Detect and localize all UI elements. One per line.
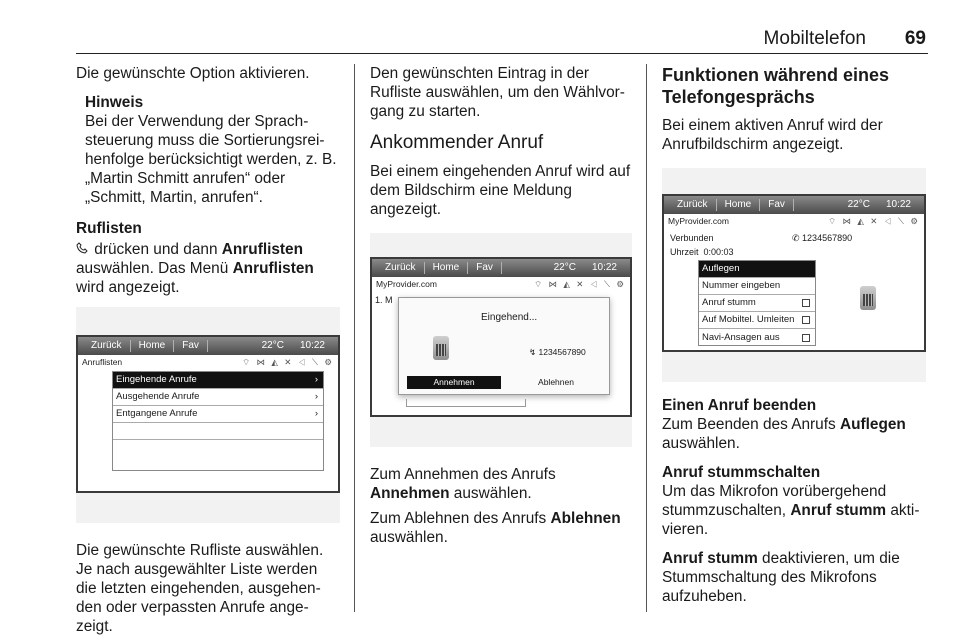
list-item[interactable]: Eingehende Anrufe › (113, 372, 323, 389)
paragraph: Die gewünschte Rufliste auswählen. Je nach ausgewählter Liste werden die letzten eingehenden, ausgehenden oder verpassten Anrufe angezeigt. (76, 542, 324, 635)
incoming-dialog (398, 297, 610, 395)
top-bar (664, 196, 924, 214)
list-item[interactable]: Ausgehende Anrufe › (113, 389, 323, 406)
phone-symbol-icon (76, 240, 90, 259)
paragraph: Bei einem aktiven Anruf wird der Anrufbildschirm angezeigt. (662, 117, 883, 153)
screen-title: Anruflisten (82, 356, 123, 367)
page-header (76, 28, 928, 54)
screen (76, 335, 340, 493)
top-bar (78, 337, 338, 355)
phone-icon (433, 336, 449, 360)
paragraph: Den gewünschten Eintrag in der Rufliste auswählen, um den Wählvorgang zu starten. (370, 65, 625, 120)
chapter-title: Mobiltelefon (763, 28, 866, 49)
status-icons: ⌔ ⋈ ◭ ✕ ◁ ⟍ ⚙ (534, 278, 626, 289)
home-button[interactable]: Home (131, 340, 175, 352)
list-frame (406, 399, 526, 407)
call-status: Verbunden (670, 233, 714, 243)
dialog-title: Eingehend... (481, 312, 538, 323)
accept-button[interactable]: Annehmen (407, 376, 501, 389)
incoming-call-icon: ↯ (529, 347, 539, 357)
fav-button[interactable]: Fav (174, 340, 208, 352)
paragraph: Um das Mikrofon vorübergehend stummzuschalten, Anruf stumm aktivieren. (662, 483, 920, 538)
section-heading-incoming: Ankommender Anruf (370, 132, 544, 153)
back-button[interactable]: Zurück (377, 262, 425, 274)
status-icons: ⌔ ⋈ ◭ ✕ ◁ ⟍ ⚙ (242, 356, 334, 367)
clock: 10:22 (885, 199, 911, 210)
paragraph: drücken und dann Anruflisten auswählen. Das Menü Anruflisten wird angezeigt. (76, 241, 314, 296)
section-heading-end-call: Einen Anruf beenden (662, 397, 817, 414)
menu-item-mute[interactable]: Anruf stumm (699, 295, 815, 312)
paragraph: Die gewünschte Option aktivieren. (76, 65, 310, 82)
checkbox[interactable] (802, 334, 810, 342)
call-time: Uhrzeit 0:00:03 (670, 247, 734, 257)
provider-name: MyProvider.com (668, 215, 729, 226)
clock: 10:22 (299, 340, 325, 351)
paragraph: Anruf stumm deaktivieren, um die Stummschaltung des Mikrofons aufzuheben. (662, 550, 900, 605)
back-button[interactable]: Zurück (669, 199, 717, 211)
temperature: 22°C (847, 199, 870, 210)
column-2 (370, 64, 632, 557)
section-heading-ruflisten: Ruflisten (76, 220, 142, 237)
temperature: 22°C (553, 262, 576, 273)
temperature: 22°C (261, 340, 284, 351)
menu-item-navi-off[interactable]: Navi-Ansagen aus (699, 329, 815, 346)
page-number: 69 (904, 28, 926, 49)
paragraph: Bei einem eingehenden Anruf wird auf dem Bildschirm eine Meldung angezeigt. (370, 163, 631, 218)
note-heading: Hinweis (85, 94, 144, 111)
top-bar (372, 259, 630, 277)
status-row (664, 214, 924, 227)
checkbox[interactable] (802, 316, 810, 324)
home-button[interactable]: Home (425, 262, 469, 274)
checkbox[interactable] (802, 299, 810, 307)
phone-icon (860, 286, 876, 310)
caller-number: ↯ 1234567890 (529, 347, 586, 357)
column-divider (354, 64, 355, 612)
status-row (78, 355, 338, 368)
fav-button[interactable]: Fav (468, 262, 502, 274)
paragraph: Zum Beenden des Anrufs Auflegen auswählen. (662, 416, 906, 452)
status-icons: ⌔ ⋈ ◭ ✕ ◁ ⟍ ⚙ (828, 215, 920, 226)
figure-active-call (662, 168, 926, 382)
list-item[interactable]: Entgangene Anrufe › (113, 406, 323, 423)
back-button[interactable]: Zurück (83, 340, 131, 352)
list-item (113, 440, 323, 457)
column-3 (662, 64, 928, 616)
menu-item-hang-up[interactable]: Auflegen (699, 261, 815, 278)
screen (370, 257, 632, 417)
paragraph: Zum Ablehnen des Anrufs Ablehnen auswählen. (370, 510, 621, 546)
call-list-menu (112, 371, 324, 471)
list-entry: 1. M (375, 295, 393, 305)
column-1 (76, 64, 338, 642)
active-call-icon: ✆ (792, 233, 803, 243)
home-button[interactable]: Home (717, 199, 761, 211)
menu-item-redirect[interactable]: Auf Mobiltel. Umleiten (699, 312, 815, 329)
call-functions-menu (698, 260, 816, 346)
paragraph: Zum Annehmen des Anrufs Annehmen auswählen. (370, 466, 556, 502)
status-row (372, 277, 630, 290)
provider-name: MyProvider.com (376, 278, 437, 289)
screen (662, 194, 926, 352)
section-heading-mute: Anruf stummschalten (662, 464, 821, 481)
column-divider (646, 64, 647, 612)
note-text: Bei der Verwendung der Sprachsteuerung muss die Sortierungsreihenfolge berücksichtigt werden, z. B. „Martin Schmitt anrufen“ oder „Schmitt, Martin, anrufen“. (85, 113, 337, 206)
fav-button[interactable]: Fav (760, 199, 794, 211)
menu-item-enter-number[interactable]: Nummer eingeben (699, 278, 815, 295)
call-number: ✆ 1234567890 (792, 233, 853, 243)
note-box (76, 93, 338, 207)
clock: 10:22 (591, 262, 617, 273)
reject-button[interactable]: Ablehnen (538, 377, 574, 387)
list-item (113, 423, 323, 440)
figure-incoming-call (370, 233, 632, 447)
figure-anruflisten (76, 307, 340, 523)
section-heading-functions: Funktionen während eines Telefongesprächs (662, 65, 890, 107)
